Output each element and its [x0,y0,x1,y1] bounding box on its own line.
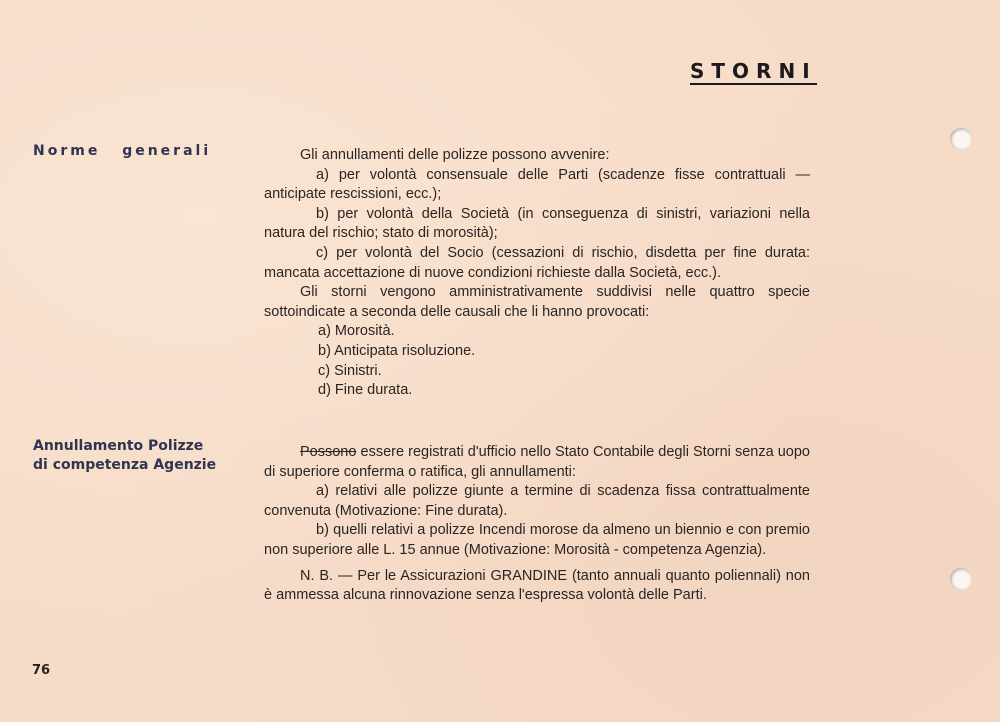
binder-hole-bottom [950,568,972,590]
list-item-fine-durata: d) Fine durata. [318,382,413,399]
norme-item-a: a) per volontà consensuale delle Parti (scadenze fisse contrattuali — anticipate rescissioni, ecc.); [264,166,810,203]
section-heading-norme-generali: Norme generali [33,143,212,159]
norme-item-b: b) per volontà della Società (in conseguenza di sinistri, variazioni nella natura del rischio; stato di morosità); [264,205,810,242]
struck-word: Possono [300,444,357,460]
section-heading-annullamento-polizze [33,437,216,475]
annullamento-intro [264,443,810,482]
annullamento-item-b: b) quelli relativi a polizze Incendi morose da almeno un biennio e con premio non superiore alle L. 15 annue (Motivazione: Morosità - competenza Agenzia). [264,522,810,558]
binder-hole-top [950,128,972,150]
list-item-morosita: a) Morosità. [318,323,395,340]
norme-item-c: c) per volontà del Socio (cessazioni di rischio, disdetta per fine durata: mancata accettazione di nuove condizioni richieste dalla Società, ecc.). [264,244,810,281]
heading-line-2: di competenza Agenzie [33,457,217,473]
list-item-sinistri: c) Sinistri. [318,362,382,379]
norme-intro: Gli annullamenti delle polizze possono avvenire: [300,147,610,163]
heading-line-1: Annullamento Polizze [33,438,204,454]
annullamento-intro-text: essere registrati d'ufficio nello Stato Contabile degli Storni senza uopo di superiore conferma o ratifica, gli annullamenti: [264,444,810,480]
page-title: STORNI [690,59,817,83]
list-item-anticipata-risoluzione: b) Anticipata risoluzione. [318,342,476,359]
page-number: 76 [32,663,51,678]
nota-bene: N. B. — Per le Assicurazioni GRANDINE (tanto annuali quanto poliennali) non è ammessa alcuna rinnovazione senza l'espressa volontà delle Parti. [264,567,810,604]
section-body-norme-generali [264,146,810,401]
norme-paragraph-storni: Gli storni vengono amministrativamente suddivisi nelle quattro specie sottoindicate a seconda delle causali che li hanno provocati: [264,284,810,320]
section-body-annullamento-polizze [264,443,810,606]
annullamento-item-a: a) relativi alle polizze giunte a termine di scadenza fissa contrattualmente convenuta (Motivazione: Fine durata). [264,483,810,519]
